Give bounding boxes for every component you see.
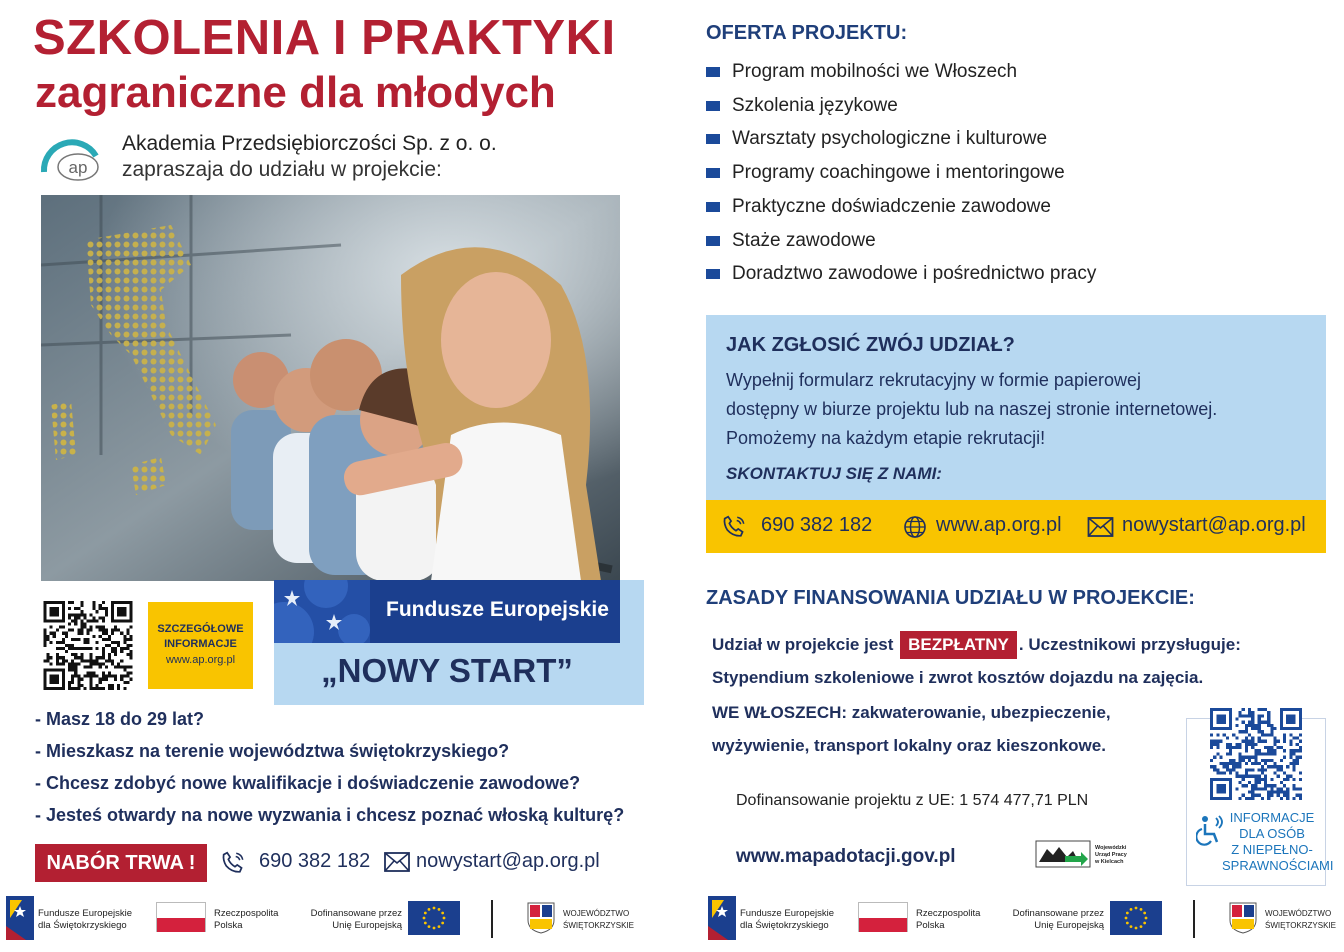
footer-rp-line2: Polska (916, 920, 945, 931)
offer-heading: OFERTA PROJEKTU: (706, 22, 908, 44)
mail-icon (1087, 517, 1114, 542)
offer-item: Szkolenia językowe (706, 95, 898, 117)
eu-star-icon (428, 908, 431, 911)
phone-icon (220, 850, 246, 881)
recruitment-phone[interactable]: 690 382 182 (259, 850, 371, 872)
eu-star-icon (1140, 925, 1143, 928)
footer-separator (1193, 900, 1195, 938)
funding-line3: WE WŁOSZECH: zakwaterowanie, ubezpieczenie, (712, 703, 1111, 722)
organizer-invite: zapraszaja do udziału w projekcie: (122, 158, 442, 181)
footer-rp-line1: Rzeczpospolita (916, 908, 981, 919)
eu-star-icon (423, 917, 426, 920)
offer-item: Warsztaty psychologiczne i kulturowe (706, 128, 1047, 150)
details-info-box[interactable] (148, 602, 253, 689)
eu-funds-logo (274, 580, 370, 643)
eu-star-icon (1140, 908, 1143, 911)
offer-item: Staże zawodowe (706, 230, 876, 252)
contact-phone[interactable]: 690 382 182 (761, 514, 873, 536)
eu-star-icon (1143, 912, 1146, 915)
main-title: SZKOLENIA I PRAKTYKI (33, 11, 616, 65)
contact-email[interactable]: nowystart@ap.org.pl (1122, 514, 1306, 536)
eu-star-icon (433, 927, 436, 930)
footer-woj-logo (1229, 896, 1339, 940)
apply-text: dostępny w biurze projektu lub na naszej stronie internetowej. (726, 399, 1218, 419)
eu-star-icon (1130, 908, 1133, 911)
bullet-icon (706, 269, 720, 279)
funding-line4: wyżywienie, transport lokalny oraz kieszonkowe. (712, 736, 1106, 755)
wup-logo-line1: Wojewódzki (1095, 845, 1127, 851)
info-url[interactable]: www.ap.org.pl (165, 654, 236, 666)
eu-star-icon (438, 908, 441, 911)
wup-logo-line3: w Kielcach (1095, 859, 1124, 865)
offer-item: Programy coachingowe i mentoringowe (706, 162, 1065, 184)
footer-rp-logo (156, 896, 291, 940)
qr-code[interactable] (1210, 708, 1302, 800)
bullet-icon (706, 67, 720, 77)
recruitment-badge: NABÓR TRWA ! (35, 844, 207, 882)
free-badge: BEZPŁATNY (900, 631, 1017, 659)
question-residence: - Mieszkasz na terenie województwa świętokrzyskiego? (35, 741, 510, 761)
eu-star-icon (433, 907, 436, 910)
footer-eu-line1: Dofinansowane przez (310, 908, 402, 919)
footer-fe-logo (708, 896, 848, 940)
eu-star-icon (1130, 925, 1133, 928)
main-subtitle: zagraniczne dla młodych (35, 68, 556, 117)
footer-eu-line1: Dofinansowane przez (1012, 908, 1104, 919)
question-culture: - Jesteś otwardy na nowe wyzwania i chcesz poznać włoską kulturę? (35, 805, 625, 825)
apply-text: Wypełnij formularz rekrutacyjny w formie papierowej (726, 370, 1141, 390)
mapadotacji-link[interactable]: www.mapadotacji.gov.pl (736, 846, 956, 867)
globe-icon (903, 515, 927, 544)
bullet-icon (706, 202, 720, 212)
footer-eu-logo (304, 896, 464, 940)
footer-woj-line1: WOJEWÓDZTWO (563, 909, 630, 918)
info-line1: SZCZEGÓŁOWE (157, 623, 244, 635)
question-age: - Masz 18 do 29 lat? (35, 709, 205, 729)
footer-fe-line1: Fundusze Europejskie (740, 908, 834, 919)
offer-item: Doradztwo zawodowe i pośrednictwo pracy (706, 263, 1096, 285)
eu-star-icon (1126, 922, 1129, 925)
footer-eu-line2: Unię Europejską (1034, 920, 1104, 931)
offer-item: Praktyczne doświadczenie zawodowe (706, 196, 1051, 218)
bullet-icon (706, 101, 720, 111)
footer-rp-logo (858, 896, 993, 940)
footer-fe-line1: Fundusze Europejskie (38, 908, 132, 919)
question-qualifications: - Chcesz zdobyć nowe kwalifikacje i doświadczenie zawodowe? (35, 773, 581, 793)
bullet-icon (706, 236, 720, 246)
recruitment-email[interactable]: nowystart@ap.org.pl (416, 850, 600, 872)
contact-website[interactable]: www.ap.org.pl (936, 514, 1062, 536)
offer-item: Program mobilności we Włoszech (706, 61, 1017, 83)
footer-rp-line1: Rzeczpospolita (214, 908, 279, 919)
ap-logo (38, 132, 102, 184)
bullet-icon (706, 134, 720, 144)
project-name: „NOWY START” (321, 652, 573, 689)
contact-heading: SKONTAKTUJ SIĘ Z NAMI: (726, 464, 942, 483)
ap-logo-text: ap (68, 158, 88, 177)
eu-star-icon (438, 925, 441, 928)
footer-fe-logo (6, 896, 146, 940)
disability-info-text: INFORMACJE DLA OSÓB Z NIEPEŁNO- SPRAWNOŚCIAMI (1222, 810, 1334, 873)
qr-code[interactable] (43, 601, 133, 690)
eu-star-icon (441, 912, 444, 915)
footer-eu-line2: Unię Europejską (332, 920, 402, 931)
footer-fe-line2: dla Świętokrzyskiego (38, 920, 127, 931)
funding-line2: Stypendium szkoleniowe i zwrot kosztów dojazdu na zajęcia. (712, 668, 1204, 687)
info-line2: INFORMACJE (164, 638, 237, 650)
footer-woj-line2: ŚWIĘTOKRZYSKIE (1265, 921, 1336, 930)
footer-eu-logo (1006, 896, 1166, 940)
eu-star-icon (1145, 917, 1148, 920)
eu-star-icon (424, 922, 427, 925)
footer-woj-logo (527, 896, 637, 940)
funding-line1: Udział w projekcie jest BEZPŁATNY . Uczestnikowi przysługuje: (712, 631, 1241, 659)
organizer-name: Akademia Przedsiębiorczości Sp. z o. o. (122, 132, 497, 155)
footer-fe-line2: dla Świętokrzyskiego (740, 920, 829, 931)
phone-icon (721, 514, 747, 545)
eu-star-icon (1125, 917, 1128, 920)
apply-text: Pomożemy na każdym etapie rekrutacji! (726, 428, 1046, 448)
footer-woj-line2: ŚWIĘTOKRZYSKIE (563, 921, 634, 930)
bullet-icon (706, 168, 720, 178)
footer-rp-line2: Polska (214, 920, 243, 931)
apply-heading: JAK ZGŁOSIĆ ZWÓJ UDZIAŁ? (726, 334, 1015, 356)
funding-heading: ZASADY FINANSOWANIA UDZIAŁU W PROJEKCIE: (706, 587, 1195, 609)
wup-logo (1035, 840, 1139, 870)
eu-star-icon (441, 922, 444, 925)
eu-star-icon (424, 912, 427, 915)
footer-separator (491, 900, 493, 938)
hero-photo (41, 195, 620, 581)
mail-icon (384, 852, 410, 877)
eu-star-icon (428, 925, 431, 928)
eu-star-icon (1135, 907, 1138, 910)
eu-star-icon (443, 917, 446, 920)
footer-woj-line1: WOJEWÓDZTWO (1265, 909, 1332, 918)
eu-funds-label: Fundusze Europejskie (386, 598, 609, 621)
cofinancing-amount: Dofinansowanie projektu z UE: 1 574 477,71 PLN (736, 792, 1089, 809)
eu-star-icon (1143, 922, 1146, 925)
wup-logo-line2: Urząd Pracy (1095, 852, 1127, 858)
eu-star-icon (1135, 927, 1138, 930)
eu-star-icon (1126, 912, 1129, 915)
